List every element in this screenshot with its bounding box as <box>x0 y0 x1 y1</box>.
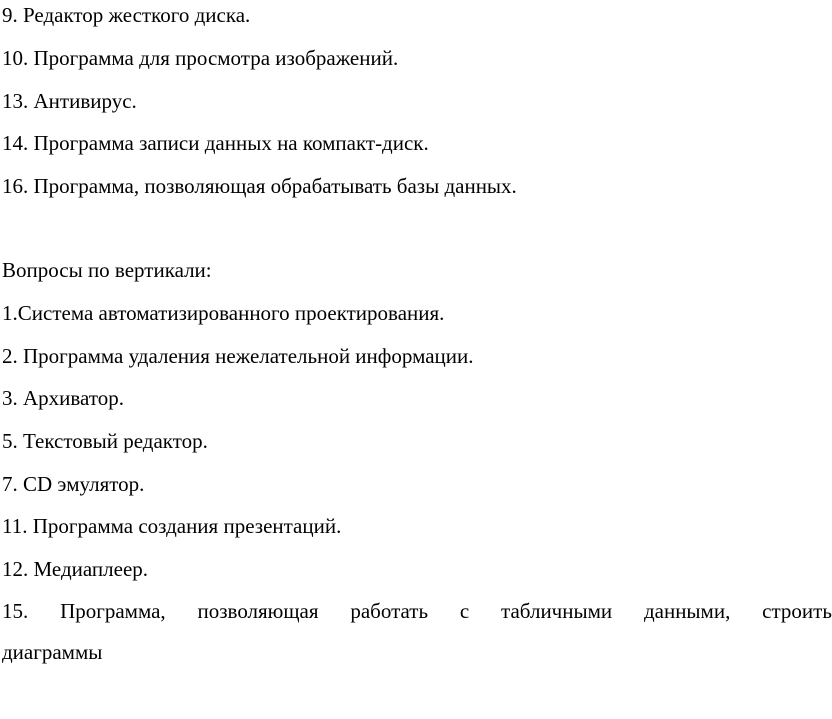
item-15-word: работать <box>350 599 429 623</box>
item-15-word: строить <box>762 599 832 623</box>
vertical-questions-heading: Вопросы по вертикали: <box>2 258 212 282</box>
vertical-item-2: 2. Программа удаления нежелательной информации. <box>2 344 474 368</box>
vertical-item-11: 11. Программа создания презентаций. <box>2 514 342 538</box>
horizontal-item-10: 10. Программа для просмотра изображений. <box>2 46 399 70</box>
vertical-item-12: 12. Медиаплеер. <box>2 557 149 581</box>
horizontal-item-16: 16. Программа, позволяющая обрабатывать базы данных. <box>2 174 517 198</box>
item-15-word: с <box>459 599 470 623</box>
item-15-word: данными, <box>643 599 731 623</box>
item-15-word: табличными <box>501 599 613 623</box>
vertical-item-15 <box>2 601 832 622</box>
item-15-word: 15. <box>2 599 29 623</box>
item-15-word: позволяющая <box>197 599 319 623</box>
vertical-item-7: 7. CD эмулятор. <box>2 472 145 496</box>
horizontal-item-13: 13. Антивирус. <box>2 89 137 113</box>
item-15-word: Программа, <box>60 599 166 623</box>
horizontal-item-14: 14. Программа записи данных на компакт-диск. <box>2 131 429 155</box>
vertical-item-15-continuation: диаграммы <box>2 640 103 664</box>
vertical-item-1: 1.Система автоматизированного проектирования. <box>2 301 445 325</box>
vertical-item-5: 5. Текстовый редактор. <box>2 429 208 453</box>
horizontal-item-9: 9. Редактор жесткого диска. <box>2 3 251 27</box>
vertical-item-3: 3. Архиватор. <box>2 386 124 410</box>
